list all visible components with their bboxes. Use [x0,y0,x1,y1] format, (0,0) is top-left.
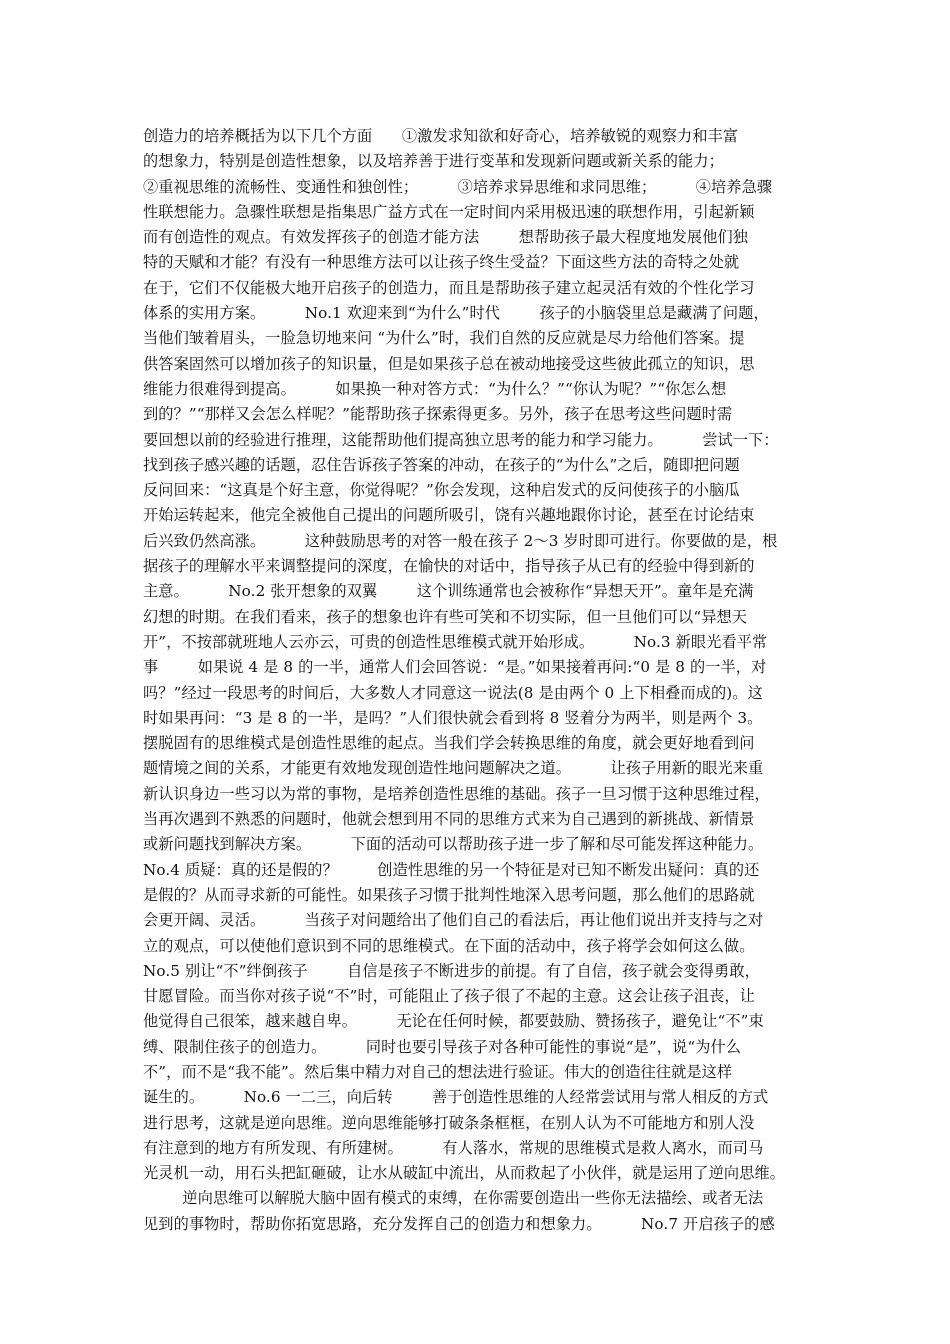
text-line: 在于，它们不仅能极大地开启孩子的创造力，而且是帮助孩子建立起灵活有效的个性化学习 [143,278,755,297]
text-line: 时如果再问：“3 是 8 的一半，是吗？”人们很快就会看到将 8 竖着分为两半，则是两个 3。 [143,708,763,727]
text-line: 题情境之间的关系，才能更有效地发现创造性地问题解决之道。 让孩子用新的眼光来重 [143,759,764,778]
text-line: 据孩子的理解水平来调整提问的深度，在愉快的对话中，指导孩子从已有的经验中得到新的 [143,557,755,576]
text-line: 不”，而不是“我不能”。然后集中精力对自己的想法进行验证。伟大的创造往往就是这样 [143,1062,733,1081]
text-line: 特的天赋和才能？有没有一种思维方法可以让孩子终生受益？下面这些方法的奇特之处就 [143,253,740,272]
text-line: 反问回来：“这真是个好主意，你觉得呢？”你会发现，这种启发式的反问使孩子的小脑瓜 [143,481,740,500]
text-line: 要回想以前的经验进行推理，这能帮助他们提高独立思考的能力和学习能力。 尝试一下： [143,430,779,449]
text-line: 甘愿冒险。而当你对孩子说“不”时，可能阻止了孩子很了不起的主意。这会让孩子沮丧，让 [143,987,755,1006]
text-line: 进行思考，这就是逆向思维。逆向思维能够打破条条框框，在别人认为不可能地方和别人没 [143,1113,755,1132]
text-line: ②重视思维的流畅性、变通性和独创性； ③培养求异思维和求同思维； ④培养急骤 [143,177,773,196]
text-line: 新认识身边一些习以为常的事物，是培养创造性思维的基础。孩子一旦习惯于这种思维过程， [143,784,770,803]
text-line: 体系的实用方案。 No.1 欢迎来到“为什么”时代 孩子的小脑袋里总是藏满了问题， [143,304,769,323]
text-line: 创造力的培养概括为以下几个方面 ①激发求知欲和好奇心，培养敏锐的观察力和丰富 [143,127,739,145]
text-line: 开”，不按部就班地人云亦云，可贵的创造性思维模式就开始形成。 No.3 新眼光看平常 [143,632,768,651]
text-line: 当再次遇到不熟悉的问题时，他就会想到用不同的思维方式来为自己遇到的新挑战、新情景 [143,810,755,829]
document-page [143,124,815,1237]
text-line: 光灵机一动，用石头把缸砸破，让水从破缸中流出，从而救起了小伙伴，就是运用了逆向思维。 [143,1164,786,1183]
text-line: 逆向思维可以解脱大脑中固有模式的束缚，在你需要创造出一些你无法描绘、或者无法 [143,1189,764,1208]
text-line: 供答案固然可以增加孩子的知识量，但是如果孩子总在被动地接受这些彼此孤立的知识，思 [143,354,755,373]
text-line: No.5 别让“不”绊倒孩子 自信是孩子不断进步的前提。有了自信，孩子就会变得勇敢， [143,961,760,980]
text-line: 有注意到的地方有所发现、有所建树。 有人落水，常规的思维模式是救人离水，而司马 [143,1138,764,1157]
text-line: 是假的？从而寻求新的可能性。如果孩子习惯于批判性地深入思考问题，那么他们的思路就 [143,885,755,904]
text-line: 性联想能力。急骤性联想是指集思广益方式在一定时间内采用极迅速的联想作用，引起新颖 [143,202,755,221]
text-line: 到的？”“那样又会怎么样呢？”能帮助孩子探索得更多。另外，孩子在思考这些问题时需 [143,405,733,424]
text-line: 幻想的时期。在我们看来，孩子的想象也许有些可笑和不切实际，但一旦他们可以“异想天 [143,607,748,626]
text-line: 而有创造性的观点。有效发挥孩子的创造才能方法 想帮助孩子最大程度地发展他们独 [143,228,749,247]
text-line: 开始运转起来，他完全被他自己提出的问题所吸引，饶有兴趣地跟你讨论，甚至在讨论结束 [143,506,755,525]
text-line: 见到的事物时，帮助你拓宽思路，充分发挥自己的创造力和想象力。 No.7 开启孩子的感 [143,1214,775,1233]
text-line: 或新问题找到解决方案。 下面的活动可以帮助孩子进一步了解和尽可能发挥这种能力。 [143,835,764,854]
text-line: 吗？”经过一段思考的时间后，大多数人才同意这一说法(8 是由两个 0 上下相叠而成的)。这 [143,683,763,702]
text-line: 摆脱固有的思维模式是创造性思维的起点。当我们学会转换思维的角度，就会更好地看到问 [143,734,755,753]
text-line: 找到孩子感兴趣的话题，忍住告诉孩子答案的冲动，在孩子的“为什么”之后，随即把问题 [143,455,740,474]
text-line: 会更开阔、灵活。 当孩子对问题给出了他们自己的看法后，再让他们说出并支持与之对 [143,911,764,930]
text-line: 主意。 No.2 张开想象的双翼 这个训练通常也会被称作“异想天开”。童年是充满 [143,582,754,601]
text-line: 他觉得自己很笨，越来越自卑。 无论在任何时候，都要鼓励、赞扬孩子，避免让“不”束 [143,1012,764,1031]
text-line: 当他们皱着眉头，一脸急切地来问 “为什么”时，我们自然的反应就是尽力给他们答案。提 [143,329,745,348]
text-line: No.4 质疑：真的还是假的？ 创造性思维的另一个特征是对已知不断发出疑问：真的还 [143,860,760,879]
text-line: 诞生的。 No.6 一二三，向后转 善于创造性思维的人经常尝试用与常人相反的方式 [143,1088,769,1107]
text-line: 的想象力，特别是创造性想象，以及培养善于进行变革和发现新问题或新关系的能力； [143,152,724,171]
text-line: 维能力很难得到提高。 如果换一种对答方式：“为什么？”“你认为呢？”“你怎么想 [143,379,727,398]
text-line: 立的观点，可以使他们意识到不同的思维模式。在下面的活动中，孩子将学会如何这么做。 [143,936,755,955]
text-line: 事 如果说 4 是 8 的一半，通常人们会回答说：“是。”如果接着再问:“0 是 8 的一半，对 [143,658,767,677]
text-line: 缚、限制住孩子的创造力。 同时也要引导孩子对各种可能性的事说“是”，说“为什么 [143,1037,742,1056]
text-line: 后兴致仍然高涨。 这种鼓励思考的对答一般在孩子 2～3 岁时即可进行。你要做的是，根 [143,531,778,550]
